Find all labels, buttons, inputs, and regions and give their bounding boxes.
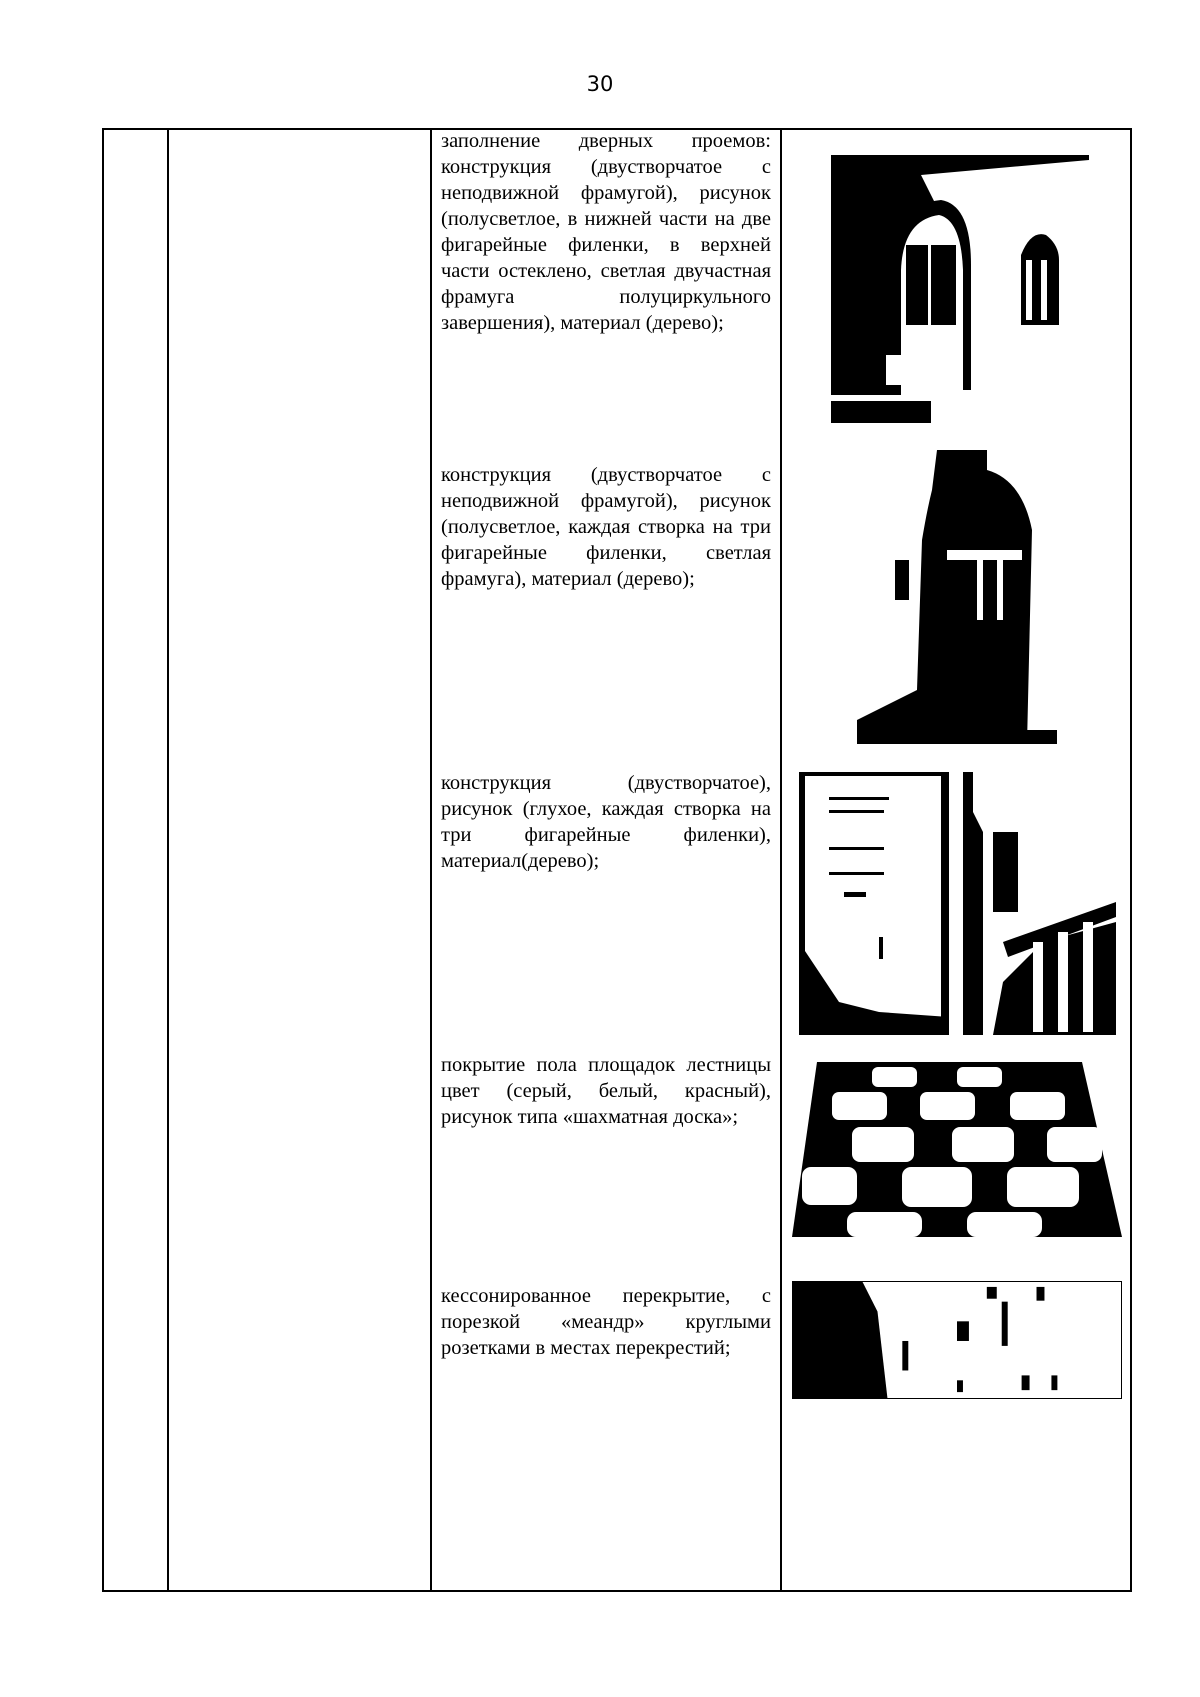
page-number: 30	[586, 72, 614, 96]
description-text-2: конструкция (двустворчатое с неподвижной фрамугой), рисунок (полусветлое, каждая створка на три фигарейные филенки, светлая фрамуга), материал (дерево);	[441, 464, 771, 590]
photo-door-leaf	[799, 772, 949, 1035]
photo-interior-doorway	[857, 450, 1057, 744]
description-text-3: конструкция (двустворчатое), рисунок (глухое, каждая створка на три фигарейные филенки), материал(дерево);	[441, 772, 771, 872]
description-text-5: кессонированное перекрытие, с порезкой «меандр» круглыми розетками в местах перекрестий;	[441, 1285, 771, 1359]
description-text-4: покрытие пола площадок лестницы цвет (серый, белый, красный), рисунок типа «шахматная доска»;	[441, 1054, 771, 1128]
photo-arched-doorway	[831, 155, 1089, 423]
column-divider-3	[780, 130, 782, 1590]
photo-checkerboard-floor	[792, 1062, 1122, 1255]
column-divider-1	[167, 130, 169, 1590]
photo-coffered-ceiling	[792, 1281, 1122, 1399]
description-text-1: заполнение дверных проемов: конструкция (двустворчатое с неподвижной фрамугой), рисунок (полусветлое, в нижней части на две фигарейные филенки, в верхней части остеклено, светлая двучастная фрамуга полуциркульного завершения), материал (дерево);	[441, 130, 771, 334]
column-divider-2	[430, 130, 432, 1590]
photo-staircase-balusters	[963, 772, 1116, 1035]
